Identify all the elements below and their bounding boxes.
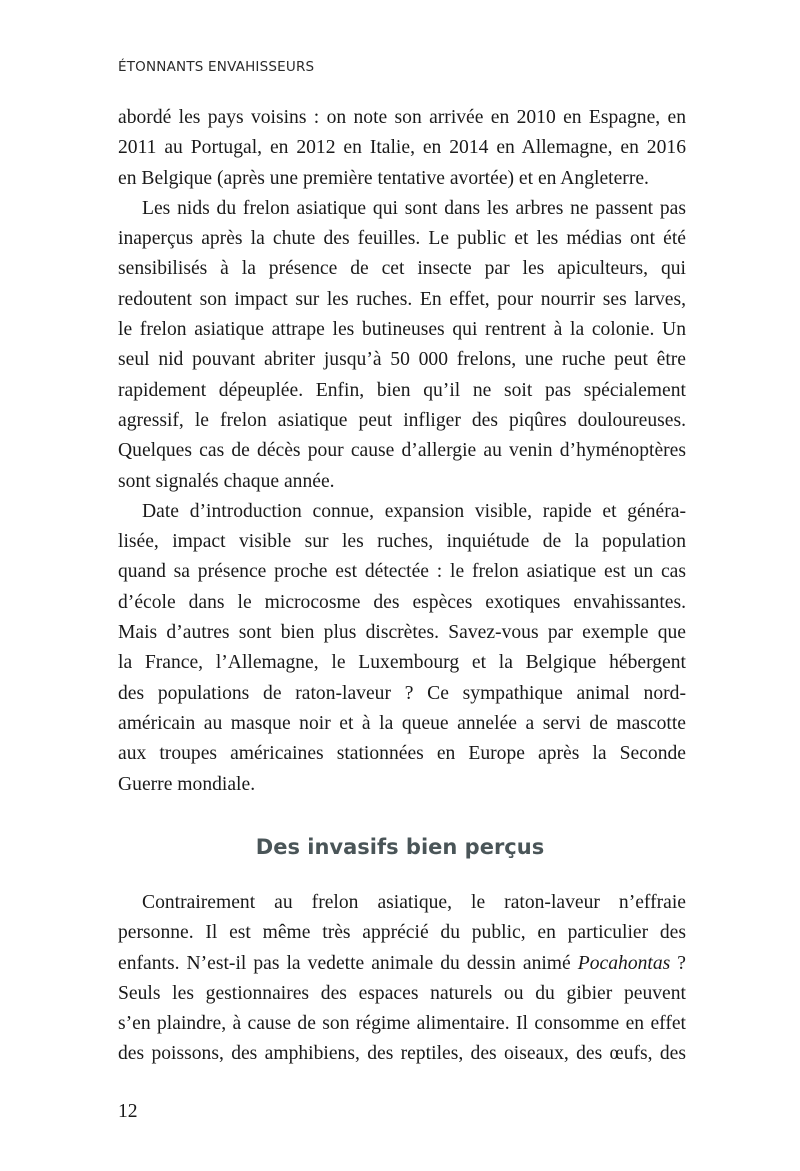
text-line: seul nid pouvant abriter jusqu’à 50 000 frelons, une ruche peut être (118, 349, 686, 371)
text-line: Contrairement au frelon asiatique, le raton-laveur n’effraie (142, 892, 686, 913)
text-line: quand sa présence proche est détectée : le frelon asiatique est un cas (118, 561, 686, 583)
text-line: agressif, le frelon asiatique peut infliger des piqûres douloureuses. (118, 409, 686, 431)
text-line: rapidement dépeuplée. Enfin, bien qu’il ne soit pas spécialement (118, 379, 686, 401)
text-line: 2011 au Portugal, en 2012 en Italie, en 2014 en Allemagne, en 2016 (118, 137, 686, 159)
text-line: sont signalés chaque année. (118, 470, 335, 492)
text-span: ? (670, 952, 686, 974)
section-heading: Des invasifs bien perçus (255, 835, 545, 859)
body-text-section-2 (118, 888, 686, 1070)
text-line: personne. Il est même très apprécié du public, en particulier des (118, 922, 686, 944)
text-line: Quelques cas de décès pour cause d’allergie au venin d’hyménoptères (118, 440, 686, 462)
text-line: Seuls les gestionnaires des espaces naturels ou du gibier peuvent (118, 982, 686, 1004)
text-line: la France, l’Allemagne, le Luxembourg et la Belgique hébergent (118, 652, 686, 674)
text-line: Les nids du frelon asiatique qui sont dans les arbres ne passent pas (142, 197, 686, 219)
text-line: des populations de raton-laveur ? Ce sympathique animal nord- (118, 682, 686, 704)
text-line: redoutent son impact sur les ruches. En effet, pour nourrir ses larves, (118, 288, 686, 310)
text-line: américain au masque noir et à la queue annelée a servi de mascotte (118, 712, 686, 734)
text-line: sensibilisés à la présence de cet insecte par les apiculteurs, qui (118, 258, 686, 280)
text-line: inaperçus après la chute des feuilles. Le public et les médias ont été (118, 228, 686, 250)
text-line: en Belgique (après une première tentative avortée) et en Angleterre. (118, 167, 649, 189)
body-text-section-1 (118, 103, 686, 800)
text-line: des poissons, des amphibiens, des reptiles, des oiseaux, des œufs, des (118, 1043, 686, 1065)
text-line: abordé les pays voisins : on note son arrivée en 2010 en Espagne, en (118, 107, 686, 128)
text-span: enfants. N’est-il pas la vedette animale du dessin animé (118, 952, 578, 974)
text-line: d’école dans le microcosme des espèces exotiques envahissantes. (118, 591, 686, 613)
film-title: Pocahontas (577, 952, 671, 974)
text-line: Mais d’autres sont bien plus discrètes. Savez-vous par exemple que (118, 622, 686, 644)
text-line: Guerre mondiale. (118, 773, 256, 795)
text-line: lisée, impact visible sur les ruches, inquiétude de la population (118, 531, 686, 553)
text-line: Date d’introduction connue, expansion visible, rapide et généra- (142, 500, 686, 522)
text-line: le frelon asiatique attrape les butineuses qui rentrent à la colonie. Un (118, 319, 686, 341)
text-line: s’en plaindre, à cause de son régime alimentaire. Il consomme en effet (118, 1013, 686, 1035)
text-line (118, 949, 686, 979)
page-number: 12 (118, 1101, 138, 1122)
running-header: ÉTONNANTS ENVAHISSEURS (118, 59, 315, 75)
text-line: aux troupes américaines stationnées en Europe après la Seconde (118, 743, 686, 765)
